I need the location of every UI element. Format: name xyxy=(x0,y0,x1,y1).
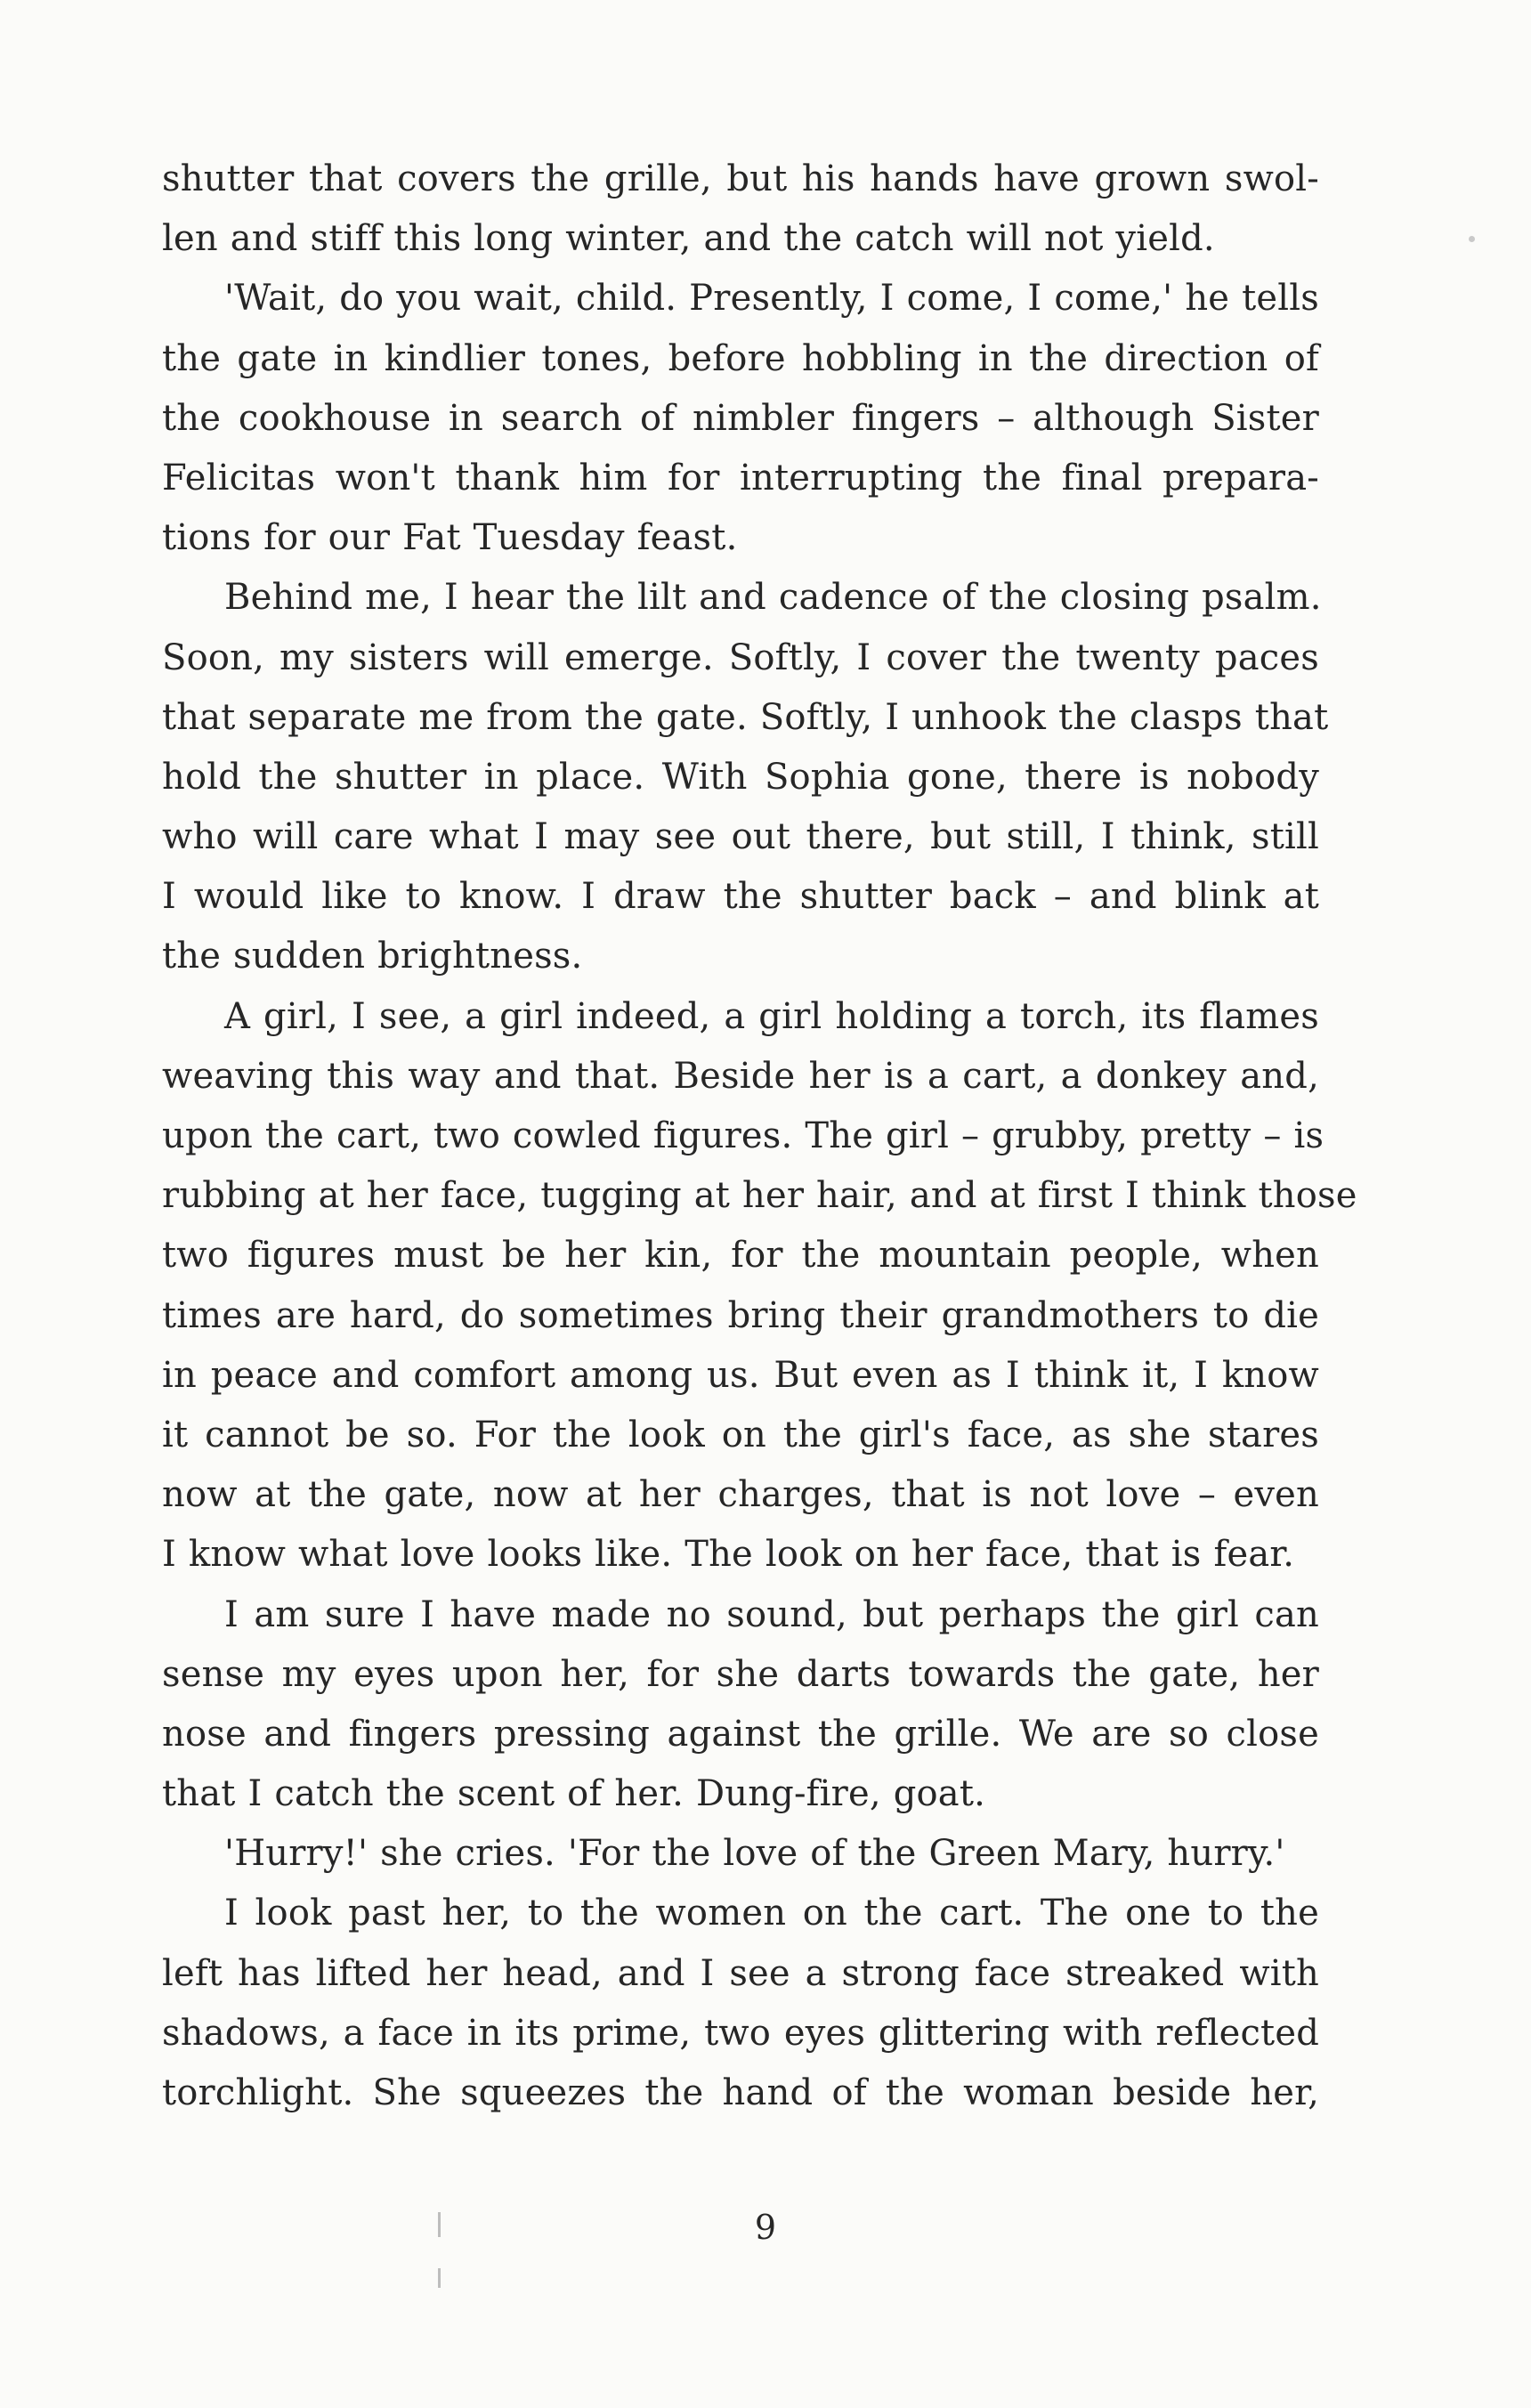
text-line: shadows, a face in its prime, two eyes glittering with reflected xyxy=(162,2012,1319,2054)
text-line: sense my eyes upon her, for she darts towards the gate, her xyxy=(162,1653,1319,1695)
text-line: A girl, I see, a girl indeed, a girl holding a torch, its flames xyxy=(224,995,1319,1037)
text-line: I look past her, to the women on the cart. The one to the xyxy=(224,1893,1319,1934)
text-line: left has lifted her head, and I see a strong face streaked with xyxy=(162,1952,1319,1994)
text-line: upon the cart, two cowled figures. The girl – grubby, pretty – is xyxy=(162,1115,1324,1156)
text-line: Behind me, I hear the lilt and cadence of the closing psalm. xyxy=(224,577,1322,619)
text-line: weaving this way and that. Beside her is a cart, a donkey and, xyxy=(162,1055,1319,1097)
text-line: the sudden brightness. xyxy=(162,936,583,977)
text-line: hold the shutter in place. With Sophia gone, there is nobody xyxy=(162,756,1319,798)
text-line: two figures must be her kin, for the mountain people, when xyxy=(162,1235,1319,1277)
text-line: the gate in kindlier tones, before hobbling in the direction of xyxy=(162,337,1319,379)
text-line: times are hard, do sometimes bring their grandmothers to die xyxy=(162,1294,1319,1336)
body-text xyxy=(162,150,1357,2123)
text-line: shutter that covers the grille, but his hands have grown swol- xyxy=(162,158,1319,199)
text-line: now at the gate, now at her charges, that is not love – even xyxy=(162,1474,1319,1516)
text-line: Soon, my sisters will emerge. Softly, I cover the twenty paces xyxy=(162,636,1319,678)
text-line: in peace and comfort among us. But even as I think it, I know xyxy=(162,1354,1319,1396)
text-line: it cannot be so. For the look on the girl's face, as she stares xyxy=(162,1414,1319,1455)
text-line: len and stiff this long winter, and the catch will not yield. xyxy=(162,218,1215,260)
text-line: 'Hurry!' she cries. 'For the love of the Green Mary, hurry.' xyxy=(224,1833,1285,1875)
text-line: 'Wait, do you wait, child. Presently, I come, I come,' he tells xyxy=(224,278,1319,320)
page-number: 9 xyxy=(754,2208,777,2247)
text-line: rubbing at her face, tugging at her hair, and at first I think those xyxy=(162,1175,1357,1217)
scan-mark xyxy=(438,2212,441,2237)
text-line: who will care what I may see out there, but still, I think, still xyxy=(162,816,1319,858)
scan-speck xyxy=(1469,236,1475,242)
text-line: I know what love looks like. The look on her face, that is fear. xyxy=(162,1534,1295,1576)
text-line: I am sure I have made no sound, but perhaps the girl can xyxy=(224,1593,1319,1635)
text-line: I would like to know. I draw the shutter back – and blink at xyxy=(162,876,1319,918)
text-line: nose and fingers pressing against the grille. We are so close xyxy=(162,1713,1319,1755)
scan-mark xyxy=(438,2268,441,2288)
text-line: Felicitas won't thank him for interrupting the final prepara- xyxy=(162,457,1319,499)
text-line: the cookhouse in search of nimbler fingers – although Sister xyxy=(162,397,1319,439)
text-line: torchlight. She squeezes the hand of the woman beside her, xyxy=(162,2072,1319,2113)
text-line: that separate me from the gate. Softly, I unhook the clasps that xyxy=(162,696,1329,738)
text-line: tions for our Fat Tuesday feast. xyxy=(162,517,738,559)
text-line: that I catch the scent of her. Dung-fire, goat. xyxy=(162,1773,986,1815)
